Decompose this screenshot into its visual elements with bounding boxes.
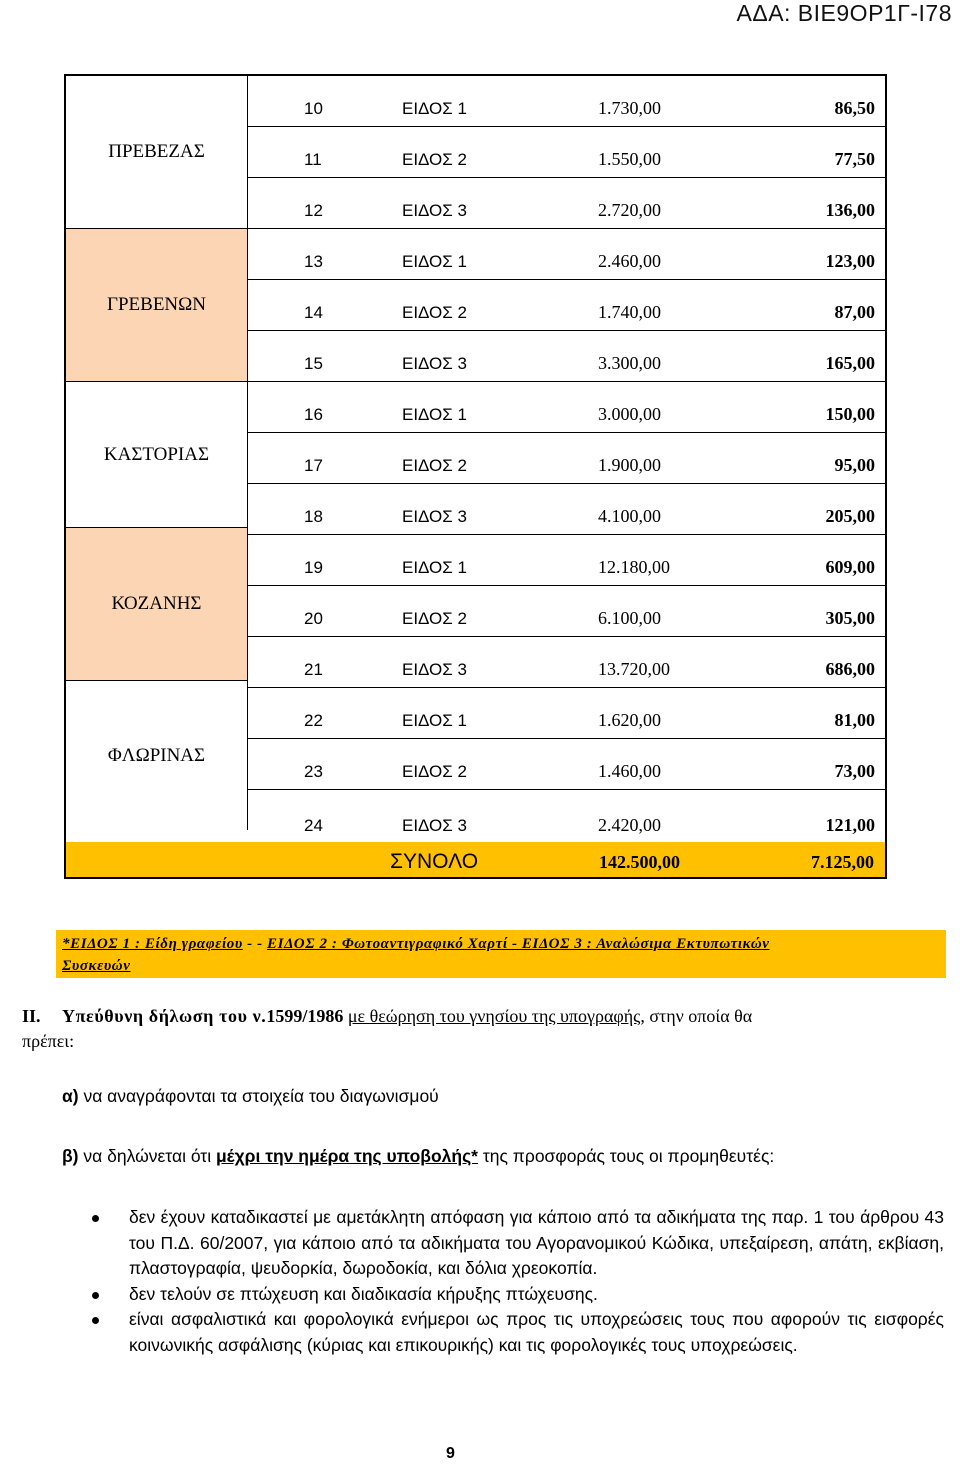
row-item: ΕΙΔΟΣ 1 (402, 99, 467, 118)
bullet-icon (92, 1215, 99, 1222)
row-item: ΕΙΔΟΣ 2 (402, 303, 467, 322)
row-item: ΕΙΔΟΣ 2 (402, 456, 467, 475)
row-value: 136,00 (825, 200, 875, 220)
row-number: 23 (304, 762, 323, 781)
row-value: 121,00 (825, 815, 875, 835)
row-item: ΕΙΔΟΣ 1 (402, 405, 467, 424)
total-row (66, 842, 885, 877)
row-item: ΕΙΔΟΣ 1 (402, 558, 467, 577)
section-heading (62, 1004, 942, 1029)
row-number: 19 (304, 558, 323, 577)
row-value: 86,50 (834, 98, 875, 118)
row-number: 18 (304, 507, 323, 526)
row-number: 21 (304, 660, 323, 679)
section-rest: , στην οποία θα (640, 1006, 753, 1026)
row-quantity: 1.730,00 (598, 98, 661, 118)
item-types-note (56, 930, 946, 978)
bullet-text: είναι ασφαλιστικά και φορολογικά ενήμεροι ως προς τις υποχρεώσεις τους που αφορούν τις εισφορές κοινωνικής ασφάλισης (κύριας και επικουρικής) και τις φορολογικές τους υποχρεώσεις. (129, 1309, 944, 1355)
para-b-letter: β) (62, 1146, 79, 1166)
section-title: Υπεύθυνη δήλωση του ν. (62, 1006, 267, 1026)
list-item (92, 1282, 944, 1308)
table-row (248, 586, 885, 637)
bullet-icon (92, 1317, 99, 1324)
table-row (248, 280, 885, 331)
row-value: 73,00 (834, 761, 875, 781)
row-item: ΕΙΔΟΣ 3 (402, 507, 467, 526)
row-value: 609,00 (825, 557, 875, 577)
region-prevezas: ΠΡΕΒΕΖΑΣ (66, 76, 248, 229)
table-row (248, 229, 885, 280)
section-declaration (22, 1004, 942, 1054)
para-b-text1: να δηλώνεται ότι (78, 1146, 216, 1166)
region-grevenon: ΓΡΕΒΕΝΩΝ (66, 229, 248, 382)
row-quantity: 13.720,00 (598, 659, 670, 679)
para-a-text: να αναγράφονται τα στοιχεία του διαγωνισμού (78, 1086, 439, 1106)
note-item2-3: ΕΙΔΟΣ 2 : Φωτοαντιγραφικό Χαρτί - ΕΙΔΟΣ 3 : Αναλώσιμα Εκτυπωτικών (267, 936, 770, 952)
row-item: ΕΙΔΟΣ 2 (402, 762, 467, 781)
row-number: 17 (304, 456, 323, 475)
row-item: ΕΙΔΟΣ 3 (402, 816, 467, 835)
row-quantity: 1.620,00 (598, 710, 661, 730)
quantities-table (64, 74, 887, 879)
row-value: 95,00 (834, 455, 875, 475)
row-quantity: 1.550,00 (598, 149, 661, 169)
table-row (248, 178, 885, 229)
bullet-text: δεν έχουν καταδικαστεί με αμετάκλητη απόφαση για κάποιο από τα αδικήματα της παρ. 1 του άρθρου 43 του Π.Δ. 60/2007, για κάποιο από τα αδικήματα του Αγορανομικού Κώδικα, υπεξαίρεση, απάτη, εκβίαση, πλαστογραφία, ψευδορκία, δωροδοκία, και δόλια χρεοκοπία. (129, 1207, 944, 1278)
row-value: 77,50 (834, 149, 875, 169)
row-quantity: 2.460,00 (598, 251, 661, 271)
row-number: 12 (304, 201, 323, 220)
paragraph-b (62, 1144, 942, 1169)
bullet-list (92, 1205, 944, 1358)
note-separator: - - (242, 936, 268, 952)
table-row (248, 688, 885, 739)
region-kastorias: ΚΑΣΤΟΡΙΑΣ (66, 382, 248, 528)
row-quantity: 4.100,00 (598, 506, 661, 526)
row-quantity: 1.740,00 (598, 302, 661, 322)
row-item: ΕΙΔΟΣ 1 (402, 252, 467, 271)
page-number: 9 (446, 1445, 455, 1462)
para-b-text2: της προσφοράς τους οι προμηθευτές: (477, 1146, 775, 1166)
row-number: 14 (304, 303, 323, 322)
region-kozanis: ΚΟΖΑΝΗΣ (66, 528, 248, 681)
row-item: ΕΙΔΟΣ 2 (402, 609, 467, 628)
table-row (248, 535, 885, 586)
row-quantity: 3.000,00 (598, 404, 661, 424)
row-number: 20 (304, 609, 323, 628)
bullet-text: δεν τελούν σε πτώχευση και διαδικασία κήρυξης πτώχευσης. (129, 1283, 598, 1304)
law-number: 1599/1986 (266, 1006, 344, 1026)
row-quantity: 3.300,00 (598, 353, 661, 373)
row-number: 15 (304, 354, 323, 373)
table-row (248, 382, 885, 433)
ada-code: ΑΔΑ: ΒΙΕ9ΟΡ1Γ-Ι78 (736, 0, 952, 26)
region-florinas: ΦΛΩΡΙΝΑΣ (66, 681, 248, 830)
list-item (92, 1307, 944, 1358)
row-value: 123,00 (825, 251, 875, 271)
row-number: 10 (304, 99, 323, 118)
row-number: 24 (304, 816, 323, 835)
row-quantity: 1.900,00 (598, 455, 661, 475)
row-quantity: 2.720,00 (598, 200, 661, 220)
row-item: ΕΙΔΟΣ 1 (402, 711, 467, 730)
row-quantity: 1.460,00 (598, 761, 661, 781)
row-value: 205,00 (825, 506, 875, 526)
note-item1: *ΕΙΔΟΣ 1 : Είδη γραφείου (62, 936, 243, 952)
row-quantity: 12.180,00 (598, 557, 670, 577)
table-row (248, 331, 885, 382)
row-item: ΕΙΔΟΣ 2 (402, 150, 467, 169)
signature-requirement: με θεώρηση του γνησίου της υπογραφής (347, 1006, 641, 1026)
table-row (248, 127, 885, 178)
row-item: ΕΙΔΟΣ 3 (402, 201, 467, 220)
row-item: ΕΙΔΟΣ 3 (402, 660, 467, 679)
row-number: 16 (304, 405, 323, 424)
list-item (92, 1205, 944, 1282)
row-quantity: 6.100,00 (598, 608, 661, 628)
table-row (248, 637, 885, 688)
table-row (248, 739, 885, 790)
row-quantity: 2.420,00 (598, 815, 661, 835)
total-value: 7.125,00 (811, 852, 874, 872)
para-b-deadline: μέχρι την ημέρα της υποβολής* (215, 1146, 478, 1166)
row-value: 165,00 (825, 353, 875, 373)
para-a-letter: α) (62, 1086, 79, 1106)
total-quantity: 142.500,00 (599, 852, 680, 872)
table-row (248, 790, 885, 843)
row-item: ΕΙΔΟΣ 3 (402, 354, 467, 373)
row-value: 686,00 (825, 659, 875, 679)
section-number: ΙΙ. (22, 1006, 41, 1026)
note-line2: Συσκευών (62, 958, 131, 974)
bullet-icon (92, 1292, 99, 1299)
section-line2: πρέπει: (22, 1031, 75, 1051)
table-row (248, 433, 885, 484)
table-row (248, 76, 885, 127)
table-row (248, 484, 885, 535)
paragraph-a (62, 1084, 942, 1109)
row-value: 150,00 (825, 404, 875, 424)
row-value: 81,00 (834, 710, 875, 730)
row-value: 305,00 (825, 608, 875, 628)
row-number: 13 (304, 252, 323, 271)
row-number: 22 (304, 711, 323, 730)
row-number: 11 (304, 150, 322, 169)
total-label: ΣΥΝΟΛΟ (390, 850, 479, 873)
row-value: 87,00 (834, 302, 875, 322)
